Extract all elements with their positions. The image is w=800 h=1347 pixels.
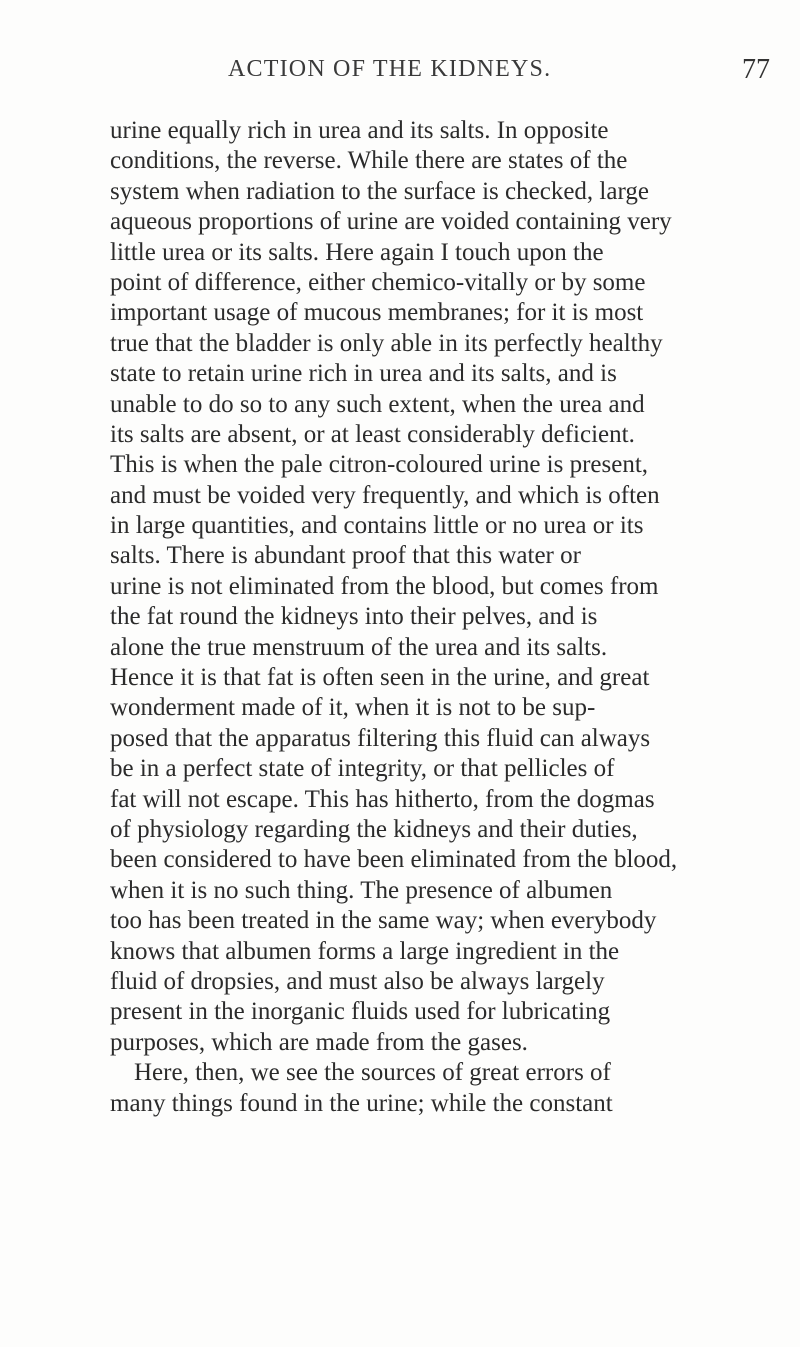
text-line: knows that albumen forms a large ingredient in the (110, 937, 620, 965)
text-line: system when radiation to the surface is checked, large (110, 177, 649, 205)
text-line: alone the true menstruum of the urea and its salts. (110, 633, 608, 661)
running-title: ACTION OF THE KIDNEYS. (228, 56, 552, 82)
text-line: been considered to have been eliminated from the blood, (110, 846, 678, 874)
text-line: in large quantities, and contains little or no urea or its (110, 512, 644, 540)
text-line: and must be voided very frequently, and which is often (110, 481, 660, 509)
text-line: many things found in the urine; while the constant (110, 1089, 613, 1117)
text-line: state to retain urine rich in urea and its salts, and is (110, 360, 617, 388)
text-line: This is when the pale citron-coloured urine is present, (110, 451, 649, 479)
text-line: conditions, the reverse. While there are states of the (110, 147, 628, 175)
text-line: too has been treated in the same way; when everybody (110, 907, 657, 935)
text-line: fluid of dropsies, and must also be always largely (110, 967, 605, 995)
text-line: its salts are absent, or at least considerably deficient. (110, 420, 635, 448)
text-line: posed that the apparatus filtering this fluid can always (110, 724, 651, 752)
text-line: fat will not escape. This has hitherto, from the dogmas (110, 785, 655, 813)
text-line: urine equally rich in urea and its salts. In opposite (110, 117, 609, 144)
text-line: little urea or its salts. Here again I touch upon the (110, 238, 604, 266)
paragraph-first-line: Here, then, we see the sources of great errors of (134, 1059, 611, 1087)
text-line: when it is no such thing. The presence of albumen (110, 876, 613, 904)
text-line: urine is not eliminated from the blood, but comes from (110, 572, 659, 600)
text-line: be in a perfect state of integrity, or that pellicles of (110, 755, 615, 783)
page-number: 77 (742, 54, 770, 85)
text-line: point of difference, either chemico-vitally or by some (110, 268, 646, 296)
text-line: wonderment made of it, when it is not to be sup- (110, 694, 596, 722)
text-line: unable to do so to any such extent, when the urea and (110, 390, 645, 418)
text-line: of physiology regarding the kidneys and their duties, (110, 815, 638, 843)
text-line: Hence it is that fat is often seen in the urine, and great (110, 664, 650, 692)
text-line: present in the inorganic fluids used for lubricating (110, 998, 611, 1026)
running-header (0, 54, 800, 94)
text-line: aqueous proportions of urine are voided containing very (110, 208, 672, 236)
text-line: salts. There is abundant proof that this water or (110, 542, 581, 570)
text-line: true that the bladder is only able in its perfectly healthy (110, 329, 663, 357)
body-text (110, 116, 800, 1119)
text-line: purposes, which are made from the gases. (110, 1028, 528, 1056)
text-line: important usage of mucous membranes; for it is most (110, 299, 644, 327)
text-line: the fat round the kidneys into their pelves, and is (110, 603, 598, 631)
